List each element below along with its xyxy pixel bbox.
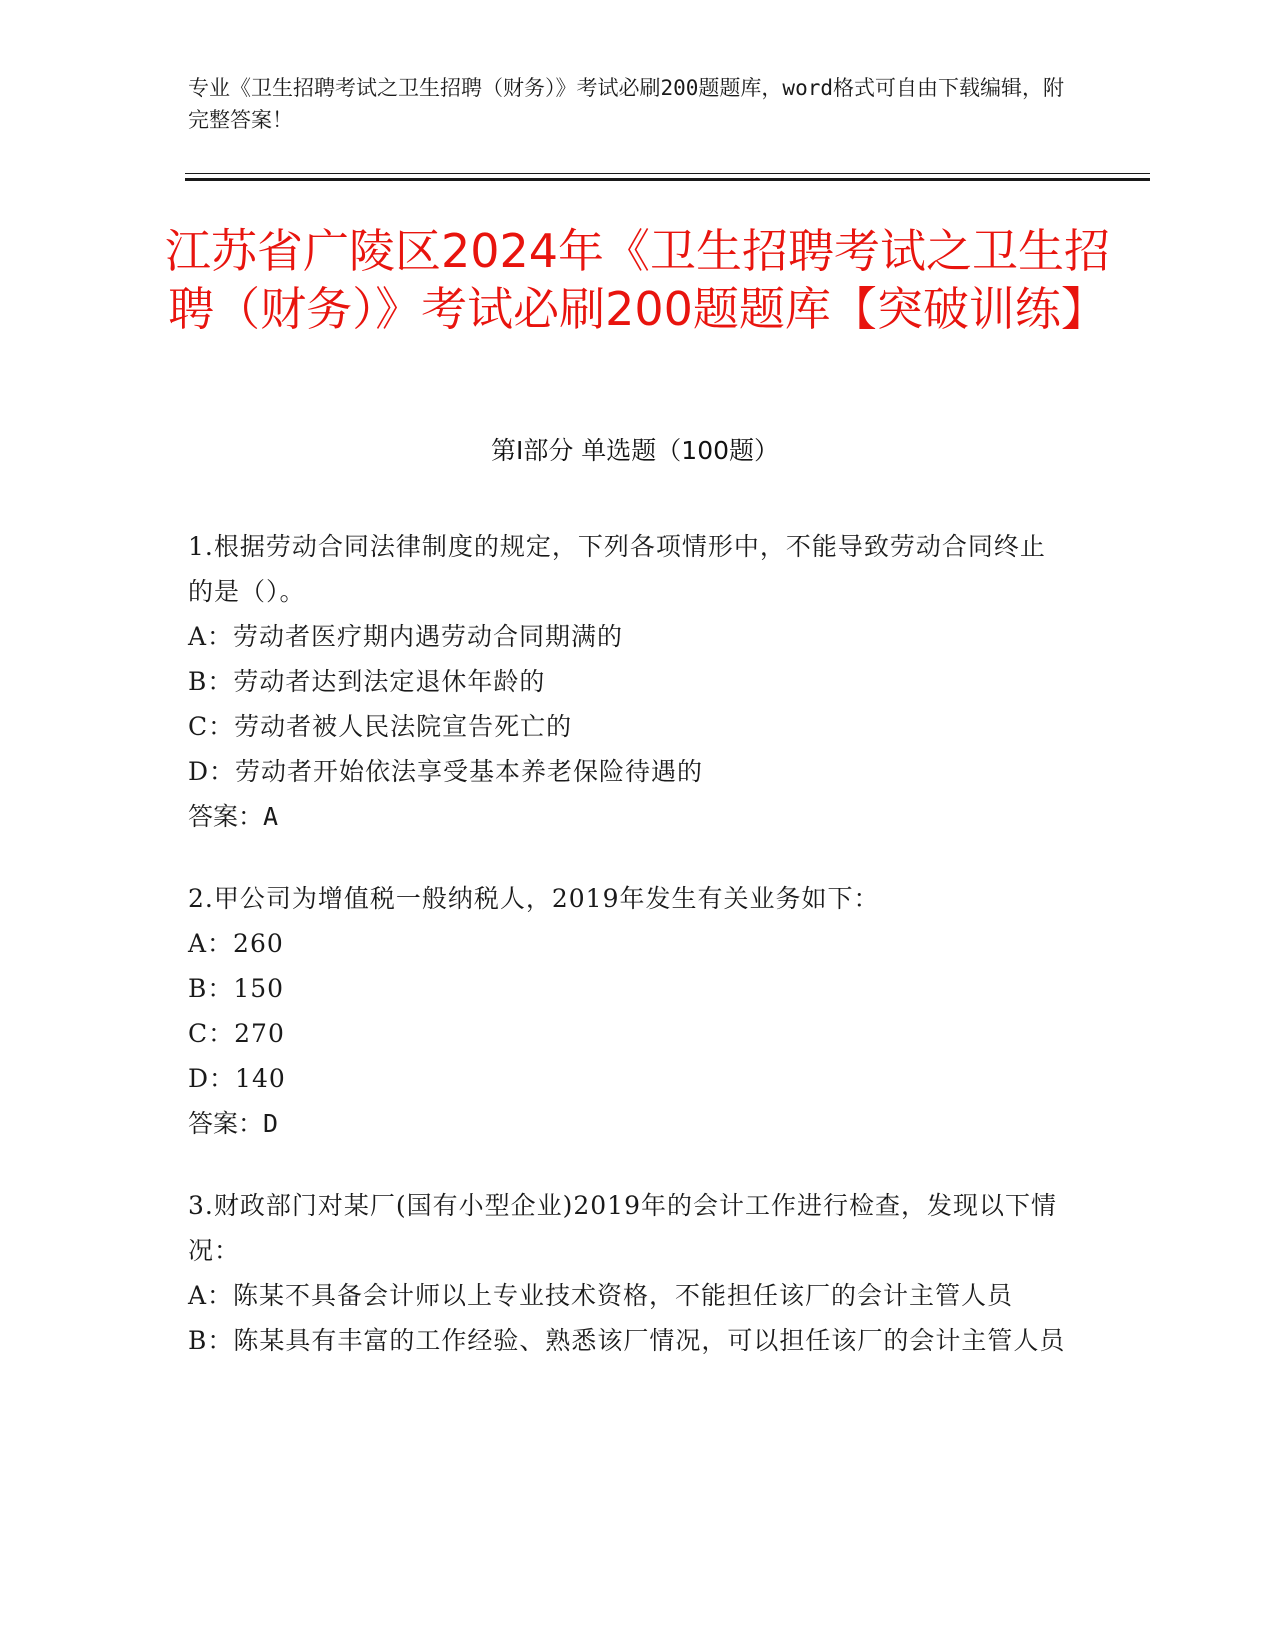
answer-value: A xyxy=(263,802,279,831)
question-2 xyxy=(188,876,1068,1146)
option-a: A：260 xyxy=(188,929,284,958)
option-c: C：劳动者被人民法院宣告死亡的 xyxy=(188,712,573,741)
header-divider-thick xyxy=(185,178,1150,181)
question-stem: 2.甲公司为增值税一般纳税人，2019年发生有关业务如下： xyxy=(188,884,880,913)
question-list xyxy=(188,524,1068,1400)
question-stem: 1.根据劳动合同法律制度的规定，下列各项情形中，不能导致劳动合同终止的是（）。 xyxy=(188,532,1046,606)
option-b: B：150 xyxy=(188,974,285,1003)
answer-label: 答案： xyxy=(188,802,264,831)
answer-line xyxy=(188,794,1068,839)
section-title: 第Ⅰ部分 单选题（100题） xyxy=(490,436,780,465)
option-d: D：140 xyxy=(188,1064,286,1093)
header-divider-thin xyxy=(185,173,1150,174)
header-note: 专业《卫生招聘考试之卫生招聘（财务）》考试必刷200题题库，word格式可自由下载编辑，附完整答案！ xyxy=(188,76,1064,132)
option-a: A：劳动者医疗期内遇劳动合同期满的 xyxy=(188,622,624,651)
answer-value: D xyxy=(263,1109,279,1138)
answer-line xyxy=(188,1101,1068,1146)
option-d: D：劳动者开始依法享受基本养老保险待遇的 xyxy=(188,757,704,786)
question-stem: 3.财政部门对某厂(国有小型企业)2019年的会计工作进行检查，发现以下情况： xyxy=(188,1191,1057,1265)
document-title: 江苏省广陵区2024年《卫生招聘考试之卫生招聘（财务）》考试必刷200题题库【突破训练】 xyxy=(164,224,1111,336)
answer-label: 答案： xyxy=(188,1109,264,1138)
option-b: B：劳动者达到法定退休年龄的 xyxy=(188,667,546,696)
option-b: B：陈某具有丰富的工作经验、熟悉该厂情况，可以担任该厂的会计主管人员 xyxy=(188,1326,1066,1355)
option-c: C：270 xyxy=(188,1019,285,1048)
question-3 xyxy=(188,1183,1068,1363)
question-1 xyxy=(188,524,1068,839)
option-a: A：陈某不具备会计师以上专业技术资格，不能担任该厂的会计主管人员 xyxy=(188,1281,1014,1310)
